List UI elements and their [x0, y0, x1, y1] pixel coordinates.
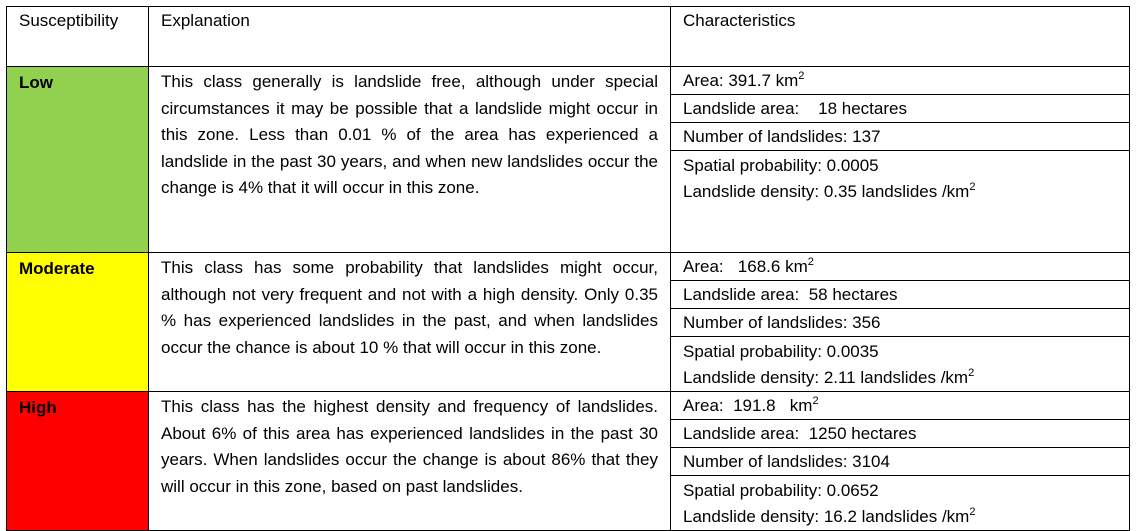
explanation-moderate: This class has some probability that landslides might occur, although not very frequent and not with a high density. Only 0.35 % has experienced landslides in the past, and when landslides occur the chance is about 10 % that will occur in this zone. — [149, 253, 671, 392]
susceptibility-table — [6, 6, 1130, 531]
area: Area: 168.6 $km^2$ — [671, 253, 1129, 281]
number-of-landslides: Number of landslides: 137 — [671, 123, 1129, 151]
characteristics-low — [671, 67, 1130, 253]
area: Area: 191.8 $km^2$ — [671, 392, 1129, 420]
table-row-high — [7, 392, 1130, 531]
landslide-area: Landslide area: 58 hectares — [671, 281, 1129, 309]
class-low: Low — [7, 67, 149, 253]
number-of-landslides: Number of landslides: 356 — [671, 309, 1129, 337]
table-row-moderate — [7, 253, 1130, 392]
landslide-area: Landslide area: 1250 hectares — [671, 420, 1129, 448]
area: Area: 391.7 $km^2$ — [671, 67, 1129, 95]
probability-density: Spatial probability: 0.0035 Landslide density: 2.11 landslides $/km^2$ — [683, 342, 975, 387]
probability-density: Spatial probability: 0.0652 Landslide density: 16.2 landslides $/km^2$ — [683, 481, 976, 526]
header-explanation: Explanation — [149, 7, 671, 67]
characteristics-moderate — [671, 253, 1130, 392]
explanation-high: This class has the highest density and frequency of landslides. About 6% of this area has experienced landslides in the past 30 years. When landslides occur the change is about 86% that they will occur in this zone, based on past landslides. — [149, 392, 671, 531]
table-row-low — [7, 67, 1130, 253]
landslide-area: Landslide area: 18 hectares — [671, 95, 1129, 123]
header-susceptibility: Susceptibility — [7, 7, 149, 67]
number-of-landslides: Number of landslides: 3104 — [671, 448, 1129, 476]
characteristics-high — [671, 392, 1130, 531]
header-characteristics: Characteristics — [671, 7, 1130, 67]
probability-density: Spatial probability: 0.0005 Landslide density: 0.35 landslides $/km^2$ — [683, 156, 976, 201]
class-moderate: Moderate — [7, 253, 149, 392]
header-row — [7, 7, 1130, 67]
explanation-low: This class generally is landslide free, although under special circumstances it may be possible that a landslide might occur in this zone. Less than 0.01 % of the area has experienced a landslide in the past 30 years, and when new landslides occur the change is 4% that it will occur in this zone. — [149, 67, 671, 253]
class-high: High — [7, 392, 149, 531]
